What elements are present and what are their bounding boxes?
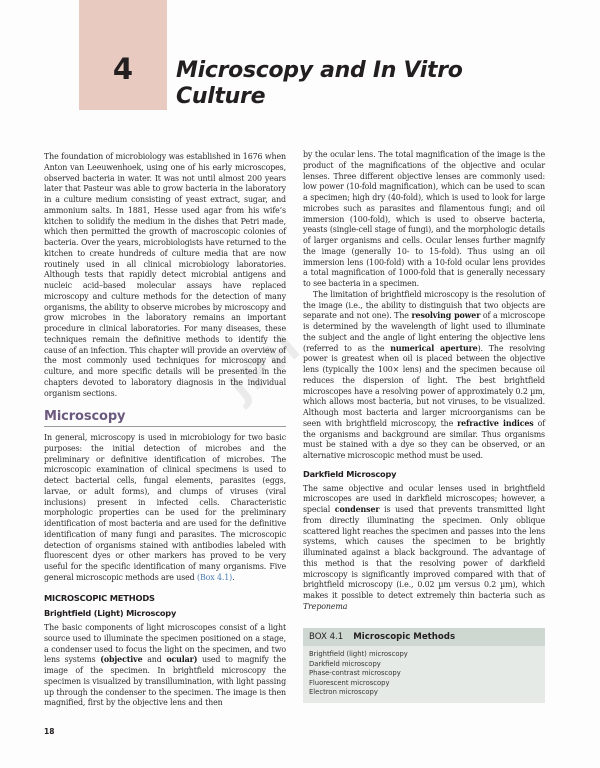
page-number: 18: [44, 727, 55, 736]
methods-heading: MICROSCOPIC METHODS: [44, 592, 155, 603]
darkfield-paragraph: The same objective and ocular lenses used in brightfield microscopes are used in darkfield microscopes; however, a special condenser is used that prevents transmitted light from directly illuminating the specimen. Only oblique scattered light reaches the specimen and passes into the lens systems, which causes the specimen to be brightly illuminated against a black background. The advantage of this method is that the resolving power of darkfield microscopy is significantly improved compared with that of brightfield microscopy (i.e., 0.02 µm versus 0.2 µm), which makes it possible to detect extremely thin bacteria such as Treponema: [303, 483, 545, 611]
microscopy-paragraph: In general, microscopy is used in microbiology for two basic purposes: the initial detection of microbes and the preliminary or definitive identification of microbes. The microscopic examination of clinical specimens is used to detect bacterial cells, fungal elements, parasites (eggs, larvae, or adult forms), and clumps of viruses (viral inclusions) present in infected cells. Characteristic morphologic properties can be used for the preliminary identification of most bacteria and are used for the definitive identification of many fungi and parasites. The microscopic detection of organisms stained with antibodies labeled with fluorescent dyes or other markers has proved to be very useful for the specific identification of many organisms. Five general microscopic methods are used (Box 4.1).: [44, 433, 286, 582]
brightfield-paragraph: The basic components of light microscopes consist of a light source used to illuminate the specimen positioned on a stage, a condenser used to focus the light on the specimen, and two lens systems (objective and ocular) used to magnify the image of the specimen. In brightfield microscopy the specimen is visualized by transillumination, with light passing up through the condenser to the specimen. The image is then magnified, first by the objective lens and then: [44, 623, 286, 708]
watermark: JPH: [220, 324, 310, 410]
chapter-number-box: [79, 0, 167, 110]
section-heading-microscopy: Microscopy: [44, 412, 286, 427]
intro-paragraph: The foundation of microbiology was established in 1676 when Anton van Leeuwenhoek, using one of his early microscopes, observed bacteria in water. It was not until almost 200 years later that Pasteur was able to grow bacteria in the laboratory in a culture medium consisting of yeast extract, sugar, and ammonium salts. In 1881, Hesse used agar from his wife’s kitchen to solidify the medium in the dishes that Petri made, which then permitted the growth of macroscopic colonies of bacteria. Over the years, microbiologists have returned to the kitchen to create hundreds of culture media that are now routinely used in all clinical microbiology laboratories. Although tests that rapidly detect microbial antigens and nucleic acid–based molecular assays have replaced microscopy and culture methods for the detection of many organisms, the ability to observe microbes by microscopy and grow microbes in the laboratory remains an important procedure in clinical laboratories. For many diseases, these techniques remain the definitive methods to identify the cause of an infection. This chapter will provide an overview of the most commonly used techniques for microscopy and culture, and more specific details will be presented in the chapters devoted to laboratory diagnosis in the individual organism sections.: [44, 152, 286, 398]
box-list: [303, 646, 545, 703]
box-item: Darkfield microscopy: [309, 659, 381, 668]
resolution-paragraph: The limitation of brightfield microscopy is the resolution of the image (i.e., the ability to distinguish that two objects are separate and not one). The resolving power of a microscope is determined by the wavelength of light used to illuminate the subject and the angle of light entering the objective lens (referred to as the numerical aperture). The resolving power is greatest when oil is placed between the objective lens (typically the 100× lens) and the specimen because oil reduces the dispersion of light. The best brightfield microscopes have a resolving power of approximately 0.2 µm, which allows most bacteria, but not viruses, to be visualized. Although most bacteria and larger microorganisms can be seen with brightfield microscopy, the refractive indices of the organisms and background are similar. Thus organisms must be stained with a dye so they can be observed, or an alternative microscopic method must be used.: [303, 289, 546, 460]
box-title: Microscopic Methods: [353, 632, 456, 642]
chapter-number: 4: [112, 52, 134, 86]
box-item: Phase-contrast microscopy: [309, 669, 401, 678]
darkfield-heading: Darkfield Microscopy: [303, 468, 397, 479]
box-item: Electron microscopy: [309, 688, 378, 697]
box-item: Brightfield (light) microscopy: [309, 650, 408, 658]
chapter-title: Microscopy and In Vitro Culture: [176, 58, 463, 109]
brightfield-heading: Brightfield (Light) Microscopy: [44, 608, 177, 619]
box-microscopic-methods: [303, 628, 545, 703]
box-label: BOX 4.1: [309, 632, 344, 642]
left-column: [44, 152, 286, 709]
box-reference-link[interactable]: (Box 4.1): [197, 572, 233, 582]
continuation-paragraph: by the ocular lens. The total magnification of the image is the product of the magnifications of the objective and ocular lenses. Three different objective lenses are commonly used: low power (10-fold magnification), which can be used to scan a specimen; high dry (40-fold), which is used to look for large microbes such as parasites and filamentous fungi; and oil immersion (100-fold), which is used to observe bacteria, yeasts (single-cell stage of fungi), and the morphologic details of larger organisms and cells. Ocular lenses further magnify the image (generally 10- to 15-fold). Thus using an oil immersion lens (100-fold) with a 10-fold ocular lens provides a total magnification of 1000-fold that is generally necessary to see bacteria in a specimen.: [303, 150, 545, 288]
box-item: Fluorescent microscopy: [309, 678, 390, 687]
box-header: [303, 628, 545, 646]
right-column: [303, 150, 545, 613]
